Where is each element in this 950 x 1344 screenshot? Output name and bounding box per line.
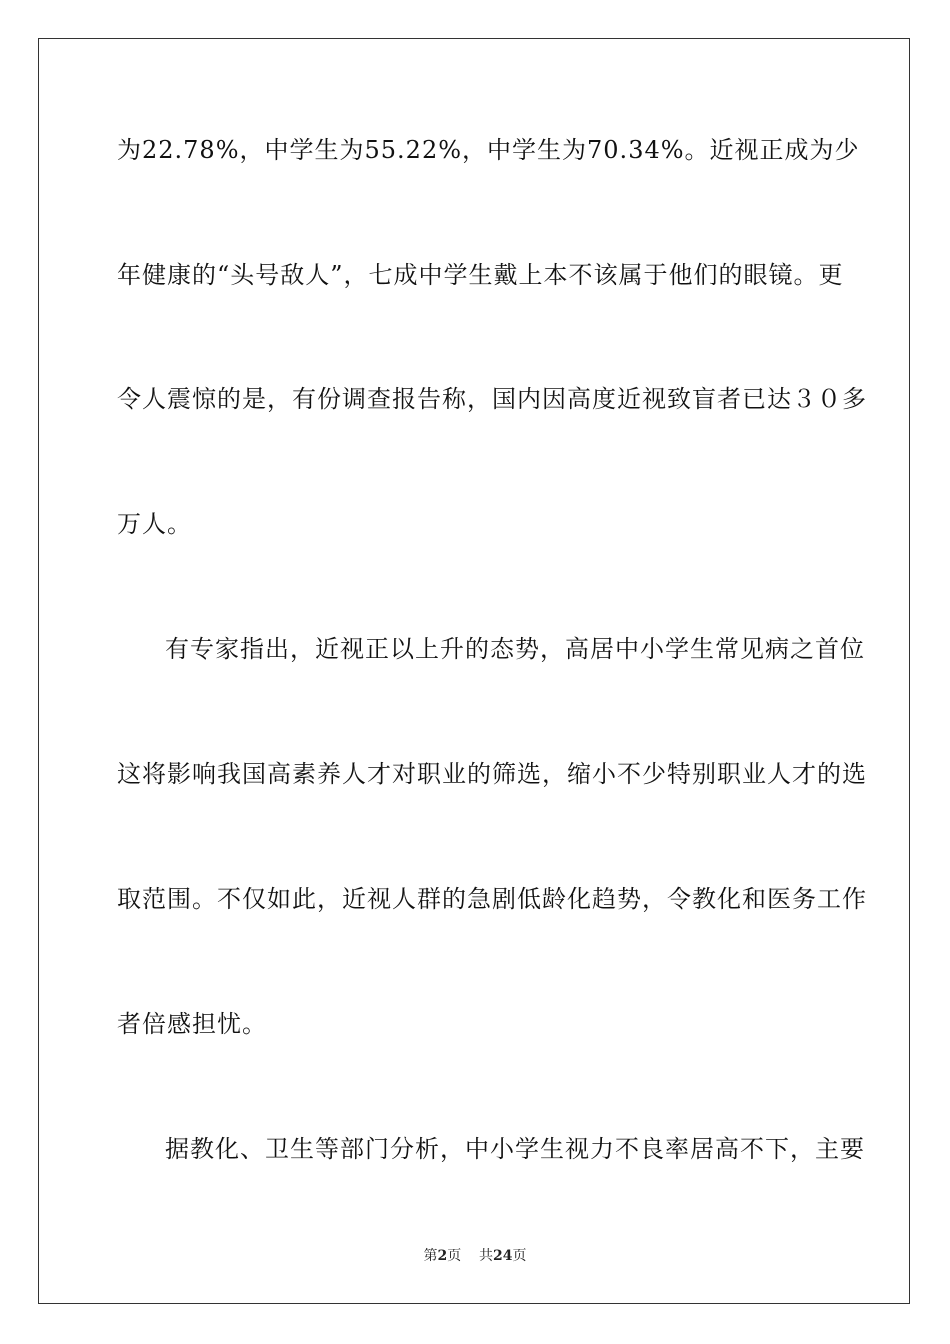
page-footer xyxy=(0,1247,950,1265)
page-suffix: 页 xyxy=(447,1248,462,1264)
text-line-7: 取范围。不仅如此，近视人群的急剧低龄化趋势，令教化和医务工作 xyxy=(117,885,867,913)
text-line-6: 这将影响我国高素养人才对职业的筛选，缩小不少特别职业人才的选 xyxy=(117,760,867,788)
total-suffix: 页 xyxy=(512,1248,527,1264)
text-line-8: 者倍感担忧。 xyxy=(117,1010,267,1038)
page-prefix: 第 xyxy=(423,1248,438,1264)
text-line-1: 为22.78%，中学生为55.22%，中学生为70.34%。近视正成为少 xyxy=(117,136,860,164)
text-line-5: 有专家指出，近视正以上升的态势，高居中小学生常见病之首位 xyxy=(165,635,865,663)
total-prefix: 共 xyxy=(479,1248,494,1264)
text-line-9: 据教化、卫生等部门分析，中小学生视力不良率居高不下，主要 xyxy=(165,1135,865,1163)
text-line-4: 万人。 xyxy=(117,510,192,538)
text-line-3: 令人震惊的是，有份调查报告称，国内因高度近视致盲者已达３０多 xyxy=(117,385,867,413)
page-frame xyxy=(38,38,910,1304)
text-line-2: 年健康的“头号敌人”，七成中学生戴上本不该属于他们的眼镜。更 xyxy=(117,261,844,289)
total-pages: 24 xyxy=(493,1248,513,1264)
page-number: 2 xyxy=(437,1248,448,1264)
